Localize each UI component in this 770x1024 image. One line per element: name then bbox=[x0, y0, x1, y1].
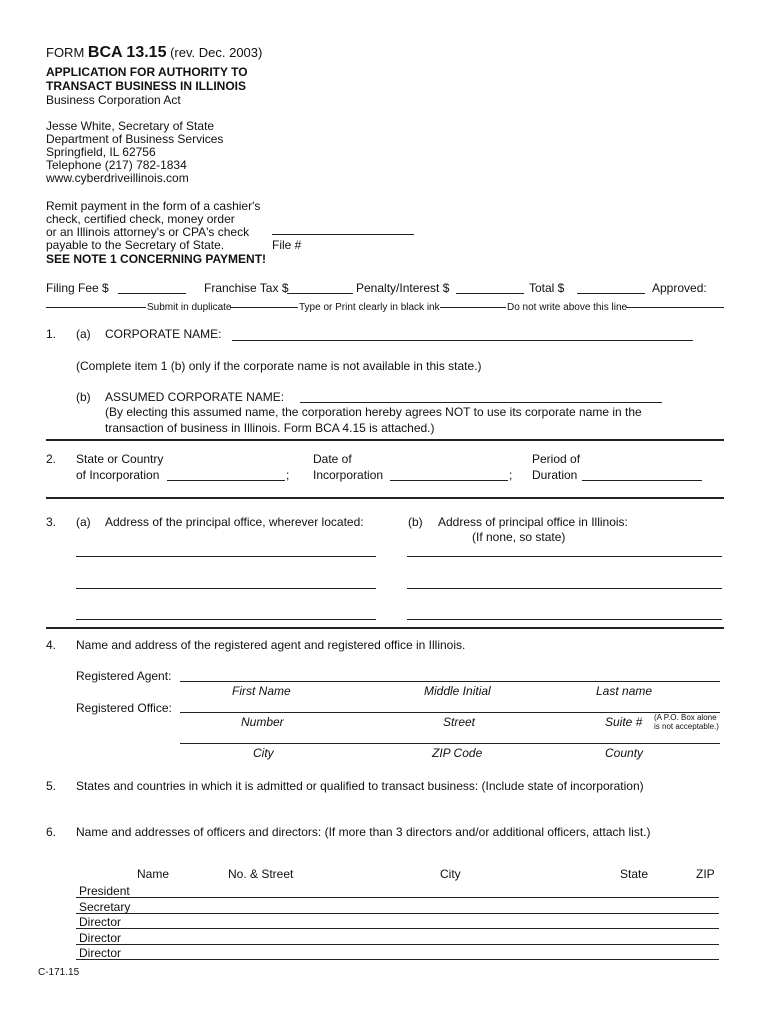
type-print-text: Type or Print clearly in black ink bbox=[299, 302, 440, 313]
illinois-office-label: Address of principal office in Illinois: bbox=[438, 515, 628, 529]
illinois-address-line-2[interactable] bbox=[407, 588, 722, 589]
separator-segment-1 bbox=[46, 307, 146, 308]
item5-number: 5. bbox=[46, 779, 57, 793]
street-caption: Street bbox=[443, 715, 476, 729]
form-revision: (rev. Dec. 2003) bbox=[170, 45, 263, 60]
item1-divider bbox=[46, 439, 724, 441]
assumed-name-desc-line2: transaction of business in Illinois. Form BCA 4.15 is attached.) bbox=[105, 421, 435, 435]
city-caption: City bbox=[253, 746, 274, 760]
suite-caption: Suite # bbox=[605, 715, 643, 729]
date-label2: Incorporation bbox=[313, 468, 384, 482]
item1-note: (Complete item 1 (b) only if the corporate name is not available in this state.) bbox=[76, 359, 482, 373]
filing-fee-line[interactable] bbox=[118, 293, 186, 294]
first-name-caption: First Name bbox=[232, 684, 291, 698]
officer-row-line-4[interactable] bbox=[76, 944, 719, 945]
filing-fee-label: Filing Fee $ bbox=[46, 281, 109, 295]
period-duration-line[interactable] bbox=[582, 480, 702, 481]
department-name: Department of Business Services bbox=[46, 132, 224, 146]
form-number: BCA 13.15 bbox=[87, 44, 167, 61]
illinois-address-line-3[interactable] bbox=[407, 619, 722, 620]
item3b-label: (b) bbox=[408, 515, 423, 529]
submit-duplicate-text: Submit in duplicate bbox=[147, 302, 232, 313]
item1a-label: (a) bbox=[76, 327, 91, 341]
state-country-label2: of Incorporation bbox=[76, 468, 160, 482]
item4-text: Name and address of the registered agent and registered office in Illinois. bbox=[76, 638, 466, 652]
office-website: www.cyberdriveillinois.com bbox=[46, 171, 189, 185]
officer-row-line-2[interactable] bbox=[76, 913, 719, 914]
column-state: State bbox=[620, 867, 649, 881]
period-label2: Duration bbox=[532, 468, 578, 482]
date-incorporation-line[interactable] bbox=[390, 480, 508, 481]
officer-row-director-1: Director bbox=[79, 915, 122, 929]
penalty-line[interactable] bbox=[456, 293, 524, 294]
form-title-line1: APPLICATION FOR AUTHORITY TO bbox=[46, 65, 248, 79]
column-zip: ZIP bbox=[696, 867, 715, 881]
officer-row-president: President bbox=[79, 884, 130, 898]
item5-text: States and countries in which it is admitted or qualified to transact business: (Include state of incorporation) bbox=[76, 779, 644, 793]
column-street: No. & Street bbox=[228, 867, 294, 881]
illinois-office-note: (If none, so state) bbox=[472, 530, 566, 544]
separator-segment-4 bbox=[626, 307, 724, 308]
registered-office-label: Registered Office: bbox=[76, 701, 172, 715]
period-label1: Period of bbox=[532, 452, 581, 466]
total-label: Total $ bbox=[529, 281, 565, 295]
officer-row-line-5[interactable] bbox=[76, 959, 719, 960]
form-title-line2: TRANSACT BUSINESS IN ILLINOIS bbox=[46, 79, 247, 93]
payment-line1: Remit payment in the form of a cashier's bbox=[46, 199, 261, 213]
principal-address-line-1[interactable] bbox=[76, 556, 376, 557]
illinois-address-line-1[interactable] bbox=[407, 556, 722, 557]
assumed-name-line[interactable] bbox=[300, 402, 662, 403]
officer-row-line-1[interactable] bbox=[76, 897, 719, 898]
payment-line3: or an Illinois attorney's or CPA's check bbox=[46, 225, 250, 239]
state-country-label1: State or Country bbox=[76, 452, 164, 466]
po-box-note-line2: is not acceptable.) bbox=[654, 722, 719, 731]
officer-row-line-3[interactable] bbox=[76, 928, 719, 929]
principal-address-line-3[interactable] bbox=[76, 619, 376, 620]
item4-number: 4. bbox=[46, 638, 57, 652]
date-label1: Date of bbox=[313, 452, 352, 466]
payment-note: SEE NOTE 1 CONCERNING PAYMENT! bbox=[46, 252, 267, 266]
last-name-caption: Last name bbox=[596, 684, 653, 698]
officer-row-secretary: Secretary bbox=[79, 900, 131, 914]
assumed-name-desc-line1: (By electing this assumed name, the corporation hereby agrees NOT to use its corporate name in the bbox=[105, 405, 642, 419]
form-prefix: FORM bbox=[46, 45, 85, 60]
payment-line4: payable to the Secretary of State. bbox=[46, 238, 225, 252]
registered-agent-line[interactable] bbox=[180, 681, 720, 682]
corporate-name-label: CORPORATE NAME: bbox=[105, 327, 222, 341]
penalty-label: Penalty/Interest $ bbox=[356, 281, 450, 295]
file-number-label: File # bbox=[272, 238, 302, 252]
principal-address-line-2[interactable] bbox=[76, 588, 376, 589]
office-telephone: Telephone (217) 782-1834 bbox=[46, 158, 187, 172]
column-name: Name bbox=[137, 867, 170, 881]
zip-caption: ZIP Code bbox=[432, 746, 483, 760]
franchise-tax-label: Franchise Tax $ bbox=[204, 281, 289, 295]
item3a-label: (a) bbox=[76, 515, 91, 529]
secretary-name: Jesse White, Secretary of State bbox=[46, 119, 215, 133]
item1b-label: (b) bbox=[76, 390, 91, 404]
principal-office-label: Address of the principal office, wherever located: bbox=[105, 515, 364, 529]
separator-segment-3 bbox=[440, 307, 506, 308]
item6-number: 6. bbox=[46, 825, 57, 839]
date-semicolon: ; bbox=[509, 468, 513, 482]
number-caption: Number bbox=[241, 715, 284, 729]
officer-row-director-3: Director bbox=[79, 946, 122, 960]
registered-office-line[interactable] bbox=[180, 712, 720, 713]
franchise-tax-line[interactable] bbox=[287, 293, 353, 294]
state-country-line[interactable] bbox=[167, 480, 285, 481]
city-zip-county-line[interactable] bbox=[180, 743, 720, 744]
corporate-name-line[interactable] bbox=[232, 340, 693, 341]
middle-initial-caption: Middle Initial bbox=[424, 684, 491, 698]
item3-number: 3. bbox=[46, 515, 57, 529]
item2-number: 2. bbox=[46, 452, 57, 466]
assumed-name-label: ASSUMED CORPORATE NAME: bbox=[105, 390, 285, 404]
act-name: Business Corporation Act bbox=[46, 93, 181, 107]
item2-divider bbox=[46, 497, 724, 499]
approved-label: Approved: bbox=[652, 281, 707, 295]
file-number-line[interactable] bbox=[272, 234, 414, 235]
item1-number: 1. bbox=[46, 327, 57, 341]
form-id bbox=[46, 44, 262, 62]
column-city: City bbox=[440, 867, 461, 881]
registered-agent-label: Registered Agent: bbox=[76, 669, 172, 683]
office-city: Springfield, IL 62756 bbox=[46, 145, 156, 159]
payment-line2: check, certified check, money order bbox=[46, 212, 235, 226]
officer-row-director-2: Director bbox=[79, 931, 122, 945]
do-not-write-text: Do not write above this line bbox=[507, 302, 628, 313]
total-line[interactable] bbox=[577, 293, 645, 294]
item6-text: Name and addresses of officers and directors: (If more than 3 directors and/or additional officers, attach list.) bbox=[76, 825, 651, 839]
form-code: C-171.15 bbox=[38, 967, 80, 978]
separator-segment-2 bbox=[230, 307, 298, 308]
state-semicolon: ; bbox=[286, 468, 290, 482]
item3-divider bbox=[46, 627, 724, 629]
po-box-note-line1: (A P.O. Box alone bbox=[654, 713, 717, 722]
county-caption: County bbox=[605, 746, 644, 760]
